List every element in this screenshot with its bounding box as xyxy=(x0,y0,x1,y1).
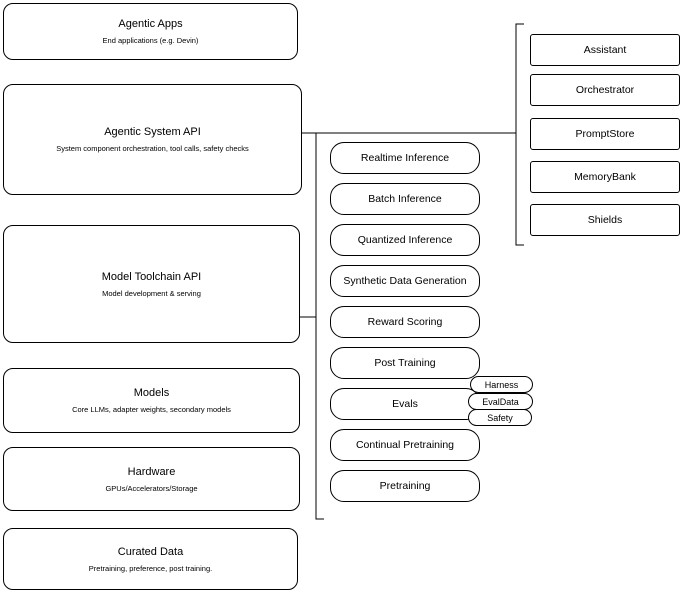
stack-layer-model-toolchain-api[interactable] xyxy=(3,225,300,343)
toolchain-item-batch-inference[interactable] xyxy=(330,183,480,215)
toolchain-item-evals[interactable] xyxy=(330,388,480,420)
system-component-orchestrator[interactable] xyxy=(530,74,680,106)
system-component-label: Assistant xyxy=(583,44,627,56)
system-component-label: Orchestrator xyxy=(575,84,635,96)
eval-pill-label: EvalData xyxy=(482,396,519,407)
toolchain-item-label: Evals xyxy=(392,398,418,410)
eval-pill-harness[interactable] xyxy=(470,376,533,393)
stack-layer-title: Hardware xyxy=(127,465,176,478)
stack-layer-agentic-apps[interactable] xyxy=(3,3,298,60)
toolchain-item-reward-scoring[interactable] xyxy=(330,306,480,338)
system-component-label: MemoryBank xyxy=(574,171,636,183)
toolchain-item-post-training[interactable] xyxy=(330,347,480,379)
stack-layer-agentic-system-api[interactable] xyxy=(3,84,302,195)
stack-layer-subtitle: Pretraining, preference, post training. xyxy=(88,563,213,573)
stack-layer-models[interactable] xyxy=(3,368,300,433)
toolchain-item-label: Batch Inference xyxy=(368,193,442,205)
toolchain-item-label: Continual Pretraining xyxy=(355,439,455,451)
stack-layer-title: Agentic Apps xyxy=(118,18,183,30)
system-component-memorybank[interactable] xyxy=(530,161,680,193)
stack-layer-subtitle: GPUs/Accelerators/Storage xyxy=(105,483,198,493)
stack-layer-curated-data[interactable] xyxy=(3,528,298,590)
stack-layer-title: Agentic System API xyxy=(104,126,201,138)
stack-layer-hardware[interactable] xyxy=(3,447,300,511)
stack-layer-title: Model Toolchain API xyxy=(101,270,202,283)
system-component-label: PromptStore xyxy=(575,128,635,140)
stack-layer-title: Models xyxy=(133,387,170,399)
toolchain-item-pretraining[interactable] xyxy=(330,470,480,502)
toolchain-item-label: Realtime Inference xyxy=(360,152,450,164)
system-component-label: Shields xyxy=(587,214,623,226)
toolchain-item-synthetic-data-generation[interactable] xyxy=(330,265,480,297)
eval-pill-safety[interactable] xyxy=(468,409,532,426)
toolchain-item-realtime-inference[interactable] xyxy=(330,142,480,174)
toolchain-item-label: Synthetic Data Generation xyxy=(343,275,467,287)
stack-layer-subtitle: Model development & serving xyxy=(102,288,201,298)
eval-pill-label: Safety xyxy=(487,412,513,423)
toolchain-item-continual-pretraining[interactable] xyxy=(330,429,480,461)
eval-pill-label: Harness xyxy=(484,379,519,390)
toolchain-item-label: Reward Scoring xyxy=(367,316,443,328)
toolchain-item-label: Pretraining xyxy=(379,480,431,492)
stack-layer-subtitle: Core LLMs, adapter weights, secondary models xyxy=(72,405,231,414)
toolchain-item-label: Post Training xyxy=(374,357,436,369)
stack-layer-title: Curated Data xyxy=(117,545,184,558)
toolchain-item-label: Quantized Inference xyxy=(357,234,453,246)
system-component-shields[interactable] xyxy=(530,204,680,236)
system-component-assistant[interactable] xyxy=(530,34,680,66)
eval-pill-evaldata[interactable] xyxy=(468,393,533,410)
stack-layer-subtitle: System component orchestration, tool calls, safety checks xyxy=(56,144,249,153)
system-component-promptstore[interactable] xyxy=(530,118,680,150)
stack-layer-subtitle: End applications (e.g. Devin) xyxy=(102,36,199,45)
toolchain-item-quantized-inference[interactable] xyxy=(330,224,480,256)
